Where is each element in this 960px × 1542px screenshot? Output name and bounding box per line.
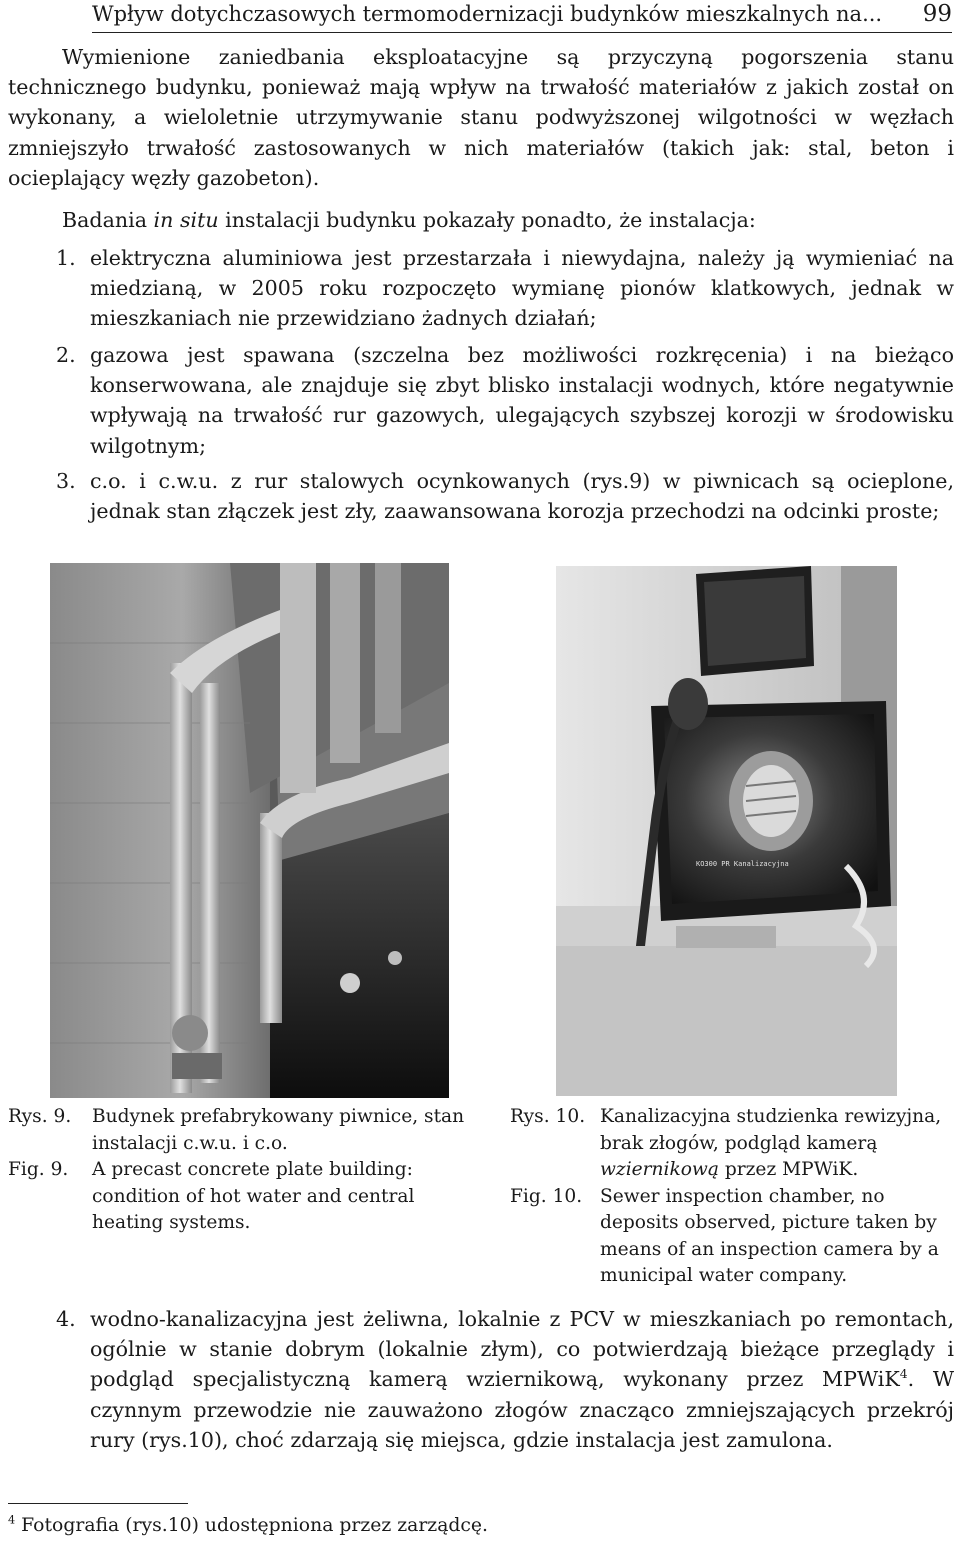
caption-text: A precast concrete plate building: condition of hot water and central heating systems. (92, 1159, 415, 1233)
list-text: elektryczna aluminiowa jest przestarzała i niewydajna, należy ją wymieniać na miedzianą, w 2005 roku rozpoczęto wymianę pionów klatkowych, jednak w mieszkaniach nie przewidziano żadnych działań; (90, 246, 954, 331)
list-number: 2. (56, 343, 76, 367)
paragraph-1-text: Wymienione zaniedbania eksploatacyjne są przyczyną pogorszenia stanu technicznego budynku, ponieważ mają wpływ na trwałość materiałów z jakich został on wykonany, a wieloletnie utrzymywanie stanu podwyższonej wilgotności w węzłach zmniejszyło trwałość zastosowanych w nich materiałów (takich jak: stal, beton i ocieplający węzły gazobeton). (8, 45, 954, 190)
caption-en-row (510, 1184, 950, 1290)
footnote-text: Fotografia (rys.10) udostępniona przez zarządcę. (21, 1515, 489, 1536)
caption-text-a: Kanalizacyjna studzienka rewizyjna, brak złogów, podgląd kamerą (600, 1106, 942, 1154)
running-header (92, 0, 952, 33)
basement-pipes-image (50, 563, 449, 1098)
paragraph-2-text-a: Badania (62, 208, 154, 232)
inspection-camera-image (556, 566, 897, 1096)
caption-pl-row (510, 1104, 950, 1184)
monitor-overlay-text: KO300 PR Kanalizacyjna (696, 860, 789, 868)
figure-10-caption (510, 1104, 950, 1290)
list-text: c.o. i c.w.u. z rur stalowych ocynkowanych (rys.9) w piwnicach są ocieplone, jednak stan złączek jest zły, zaawansowana korozja przechodzi na odcinki proste; (90, 469, 954, 524)
caption-label: Rys. 10. (510, 1106, 586, 1127)
list-number: 1. (56, 246, 76, 270)
list-item-1 (56, 243, 954, 334)
footnote-rule (8, 1503, 188, 1504)
list-text-b: . W czynnym przewodzie nie zauważono złogów znacząco zmniejszających przekrój rury (rys.10), choć zdarzają się miejsca, gdzie instalacja jest zamulona. (90, 1367, 954, 1452)
caption-pl-row (8, 1104, 478, 1157)
footnote-marker: 4 (8, 1513, 16, 1527)
caption-label: Fig. 9. (8, 1159, 69, 1180)
caption-label: Rys. 9. (8, 1106, 72, 1127)
footnote-ref[interactable]: 4 (899, 1367, 908, 1382)
caption-italic: wziernikową (600, 1159, 719, 1180)
paragraph-1 (8, 42, 954, 193)
list-text: gazowa jest spawana (szczelna bez możliwości rozkręcenia) i na bieżąco konserwowana, ale znajduje się zbyt blisko instalacji wodnych, które negatywnie wpływają na trwałość rur gazowych, ulegających szybszej korozji w środowisku wilgotnym; (90, 343, 954, 458)
paragraph-2-text-b: instalacji budynku pokazały ponadto, że instalacja: (218, 208, 756, 232)
caption-text: Budynek prefabrykowany piwnice, stan instalacji c.w.u. i c.o. (92, 1106, 465, 1154)
in-situ-italic: in situ (153, 208, 219, 232)
list-text-a: wodno-kanalizacyjna jest żeliwna, lokalnie z PCV w mieszkaniach po remontach, ogólnie w stanie dobrym (lokalnie złym), co potwierdzają bieżące przeglądy i podgląd specjalistyczną kamerą wziernikową, wykonany przez MPWiK (90, 1307, 954, 1392)
caption-en-row (8, 1157, 478, 1237)
figure-9-photo (50, 563, 449, 1098)
footnote (8, 1513, 488, 1539)
list-item-4 (56, 1304, 954, 1455)
caption-text-b: przez MPWiK. (718, 1159, 859, 1180)
page-number: 99 (922, 1, 952, 27)
list-item-2 (56, 340, 954, 461)
figure-9-caption (8, 1104, 478, 1237)
caption-label: Fig. 10. (510, 1185, 583, 1207)
list-item-3 (56, 466, 954, 526)
list-number: 3. (56, 469, 76, 493)
list-number: 4. (56, 1307, 76, 1331)
paragraph-2 (8, 205, 954, 235)
figure-10-photo (556, 566, 897, 1096)
caption-text: Sewer inspection chamber, no deposits observed, picture taken by means of an inspection camera by a municipal water company. (600, 1185, 939, 1286)
running-title: Wpływ dotychczasowych termomodernizacji budynków mieszkalnych na... (92, 2, 883, 26)
